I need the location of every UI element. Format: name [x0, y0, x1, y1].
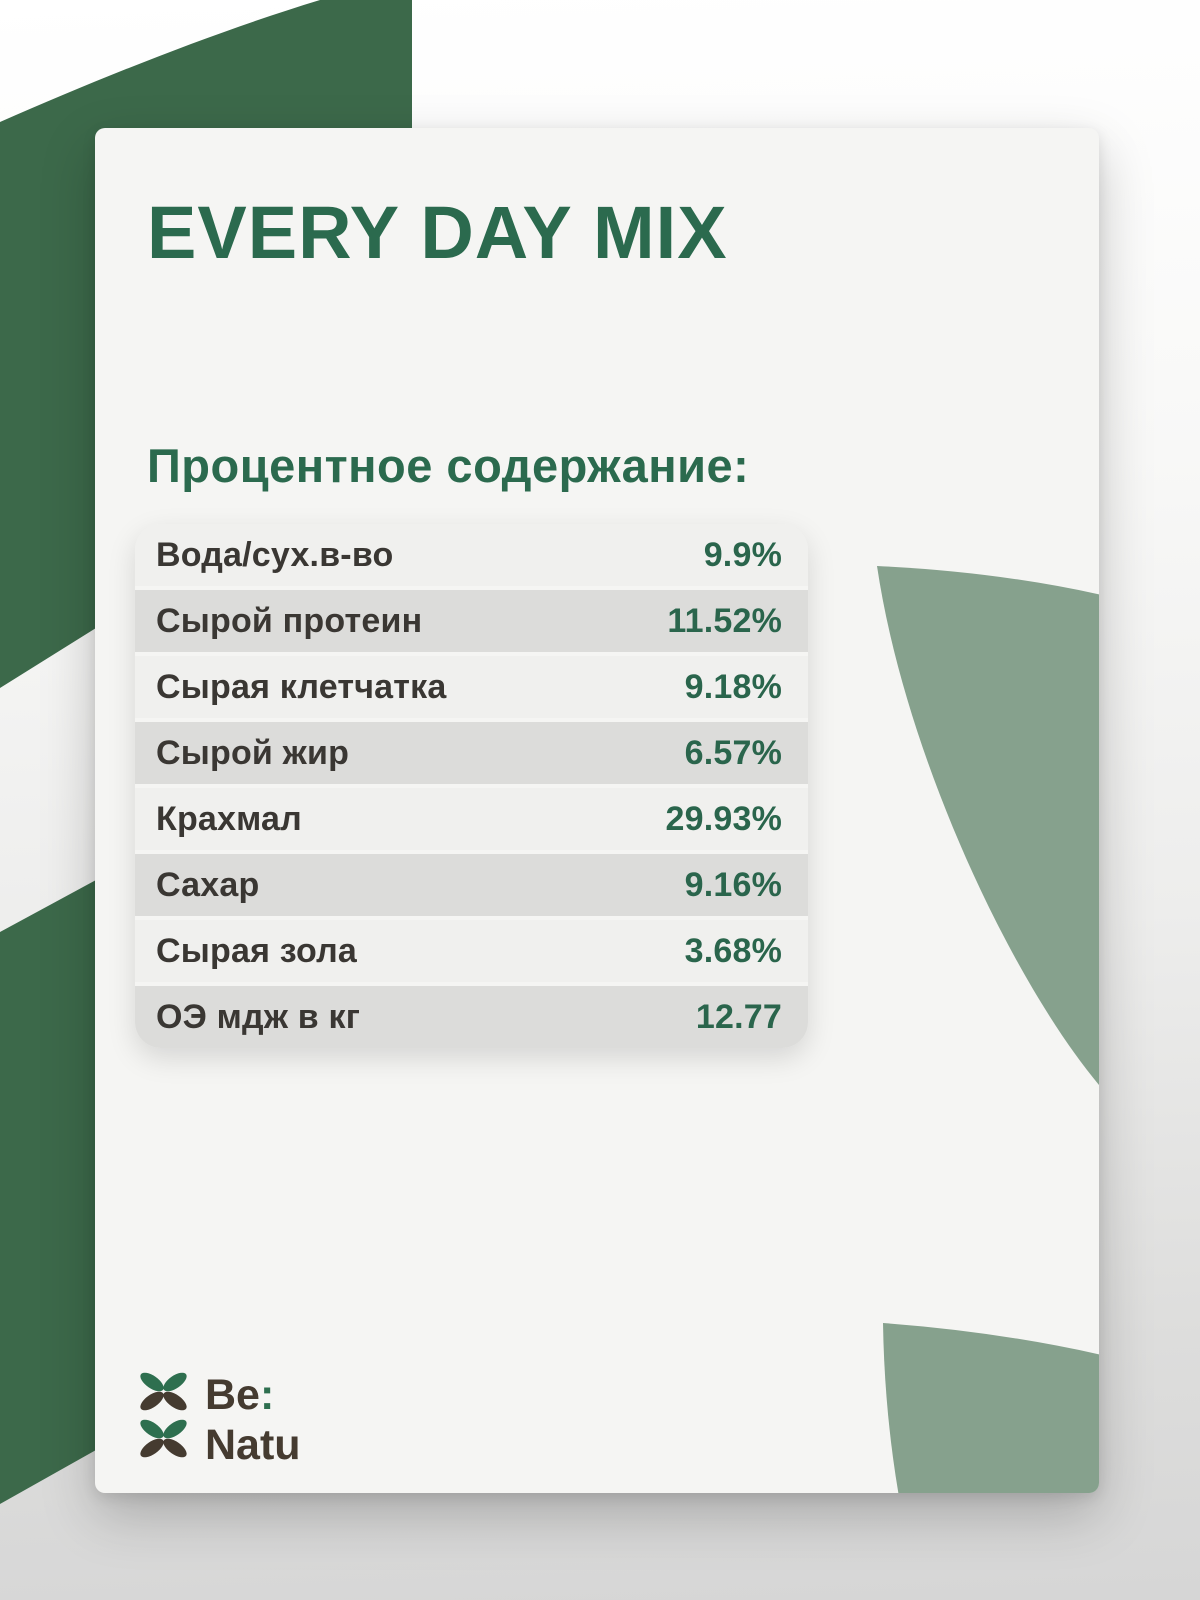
table-row [135, 788, 808, 850]
row-label: Сырая клетчатка [156, 667, 447, 706]
row-value: 11.52% [667, 601, 782, 640]
decor-leaf-right [877, 566, 1099, 1103]
table-row [135, 854, 808, 916]
benatu-leaf-icon [140, 1372, 187, 1462]
row-value: 12.77 [695, 997, 782, 1036]
decor-leaf-bottom-right [883, 1323, 1099, 1493]
row-label: Сырой жир [156, 733, 350, 772]
row-value: 29.93% [665, 799, 782, 838]
decor-band-bottom-left [0, 880, 96, 1504]
row-value: 9.16% [684, 865, 782, 904]
brand-name [205, 1370, 301, 1470]
percent-table [135, 524, 808, 1048]
brand-name-top: Be [205, 1371, 260, 1419]
row-value: 3.68% [684, 931, 782, 970]
row-label: Сахар [156, 865, 260, 904]
brand-logo [140, 1370, 301, 1470]
row-label: ОЭ мдж в кг [156, 997, 361, 1036]
row-label: Сырой протеин [156, 601, 423, 640]
section-heading: Процентное содержание: [147, 439, 750, 492]
row-label: Сырая зола [156, 931, 358, 970]
info-card [95, 128, 1099, 1493]
row-label: Вода/сух.в-во [156, 535, 394, 574]
table-row [135, 722, 808, 784]
table-row [135, 524, 808, 586]
row-value: 9.18% [684, 667, 782, 706]
row-value: 9.9% [703, 535, 782, 574]
page-title: EVERY DAY MIX [147, 191, 728, 274]
row-label: Крахмал [156, 799, 302, 838]
table-row [135, 656, 808, 718]
row-value: 6.57% [684, 733, 782, 772]
table-row [135, 986, 808, 1048]
brand-colon: : [259, 1371, 275, 1419]
table-row [135, 920, 808, 982]
brand-name-bottom: Natu [205, 1421, 301, 1469]
table-row [135, 590, 808, 652]
